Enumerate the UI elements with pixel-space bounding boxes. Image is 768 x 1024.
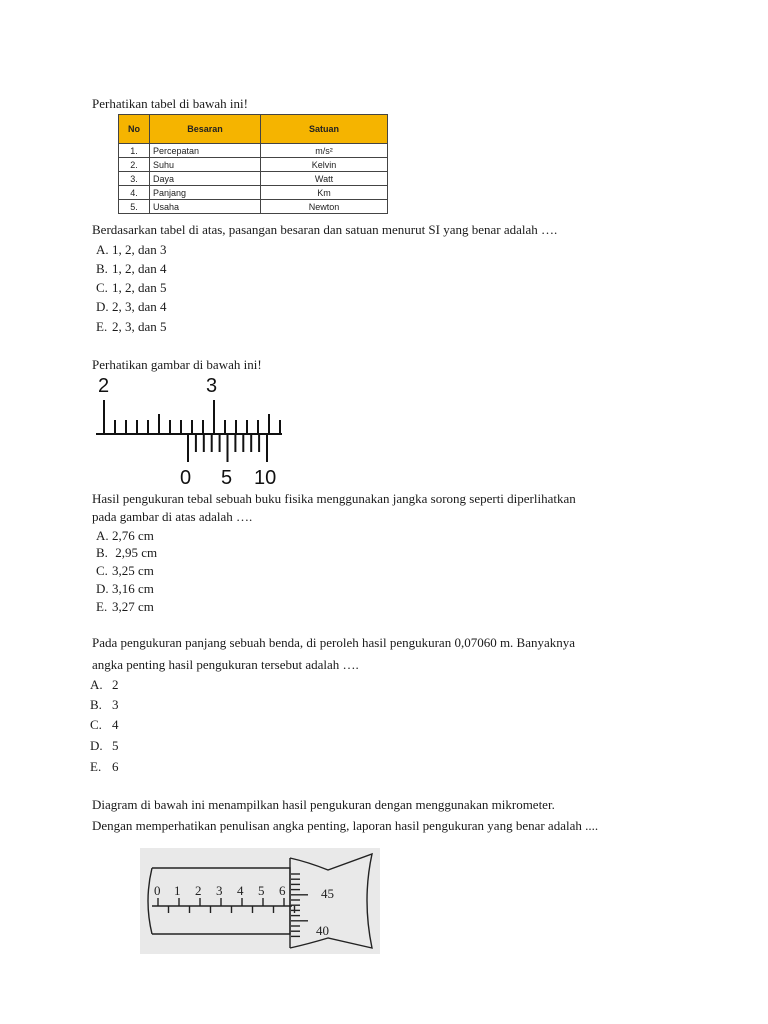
option-text: 2,95 cm [112,545,158,560]
option-text: 3,25 cm [112,563,154,578]
thimble-label: 40 [316,923,329,938]
option-text: 3,16 cm [112,581,154,596]
table-header-satuan: Satuan [261,115,388,144]
q1-option-e[interactable] [96,318,167,335]
q3-option-c[interactable] [90,716,119,733]
q3-option-d[interactable] [90,737,119,754]
q1-intro: Perhatikan tabel di bawah ini! [92,96,248,111]
option-text: 3,27 cm [112,599,154,614]
table-cell: 3. [119,172,150,186]
table-cell: 4. [119,186,150,200]
table-header-no: No [119,115,150,144]
q4-question-line2: Dengan memperhatikan penulisan angka penting, laporan hasil pengukuran yang benar adalah .... [92,818,599,833]
option-letter: D. [96,581,109,596]
quantity-unit-table [118,114,388,214]
q2-question-line2: pada gambar di atas adalah …. [92,509,253,524]
table-row [119,144,388,158]
q1-option-d[interactable] [96,298,167,315]
option-text: 3 [112,697,119,712]
table-cell: Suhu [150,158,261,172]
table-cell: Newton [261,200,388,214]
sleeve-label: 0 [154,883,161,898]
table-row [119,186,388,200]
q3-question-line1: Pada pengukuran panjang sebuah benda, di peroleh hasil pengukuran 0,07060 m. Banyaknya [92,635,576,650]
q1-option-c[interactable] [96,279,167,296]
vernier-label: 10 [254,467,277,489]
option-letter: A. [96,528,109,543]
option-text: 2, 3, dan 5 [112,319,167,334]
table-row [119,200,388,214]
table-cell: m/s² [261,144,388,158]
option-letter: A. [90,677,103,692]
option-letter: E. [96,599,108,614]
q1-question: Berdasarkan tabel di atas, pasangan besaran dan satuan menurut SI yang benar adalah …. [92,222,558,237]
option-text: 1, 2, dan 4 [112,261,167,276]
table-cell: Daya [150,172,261,186]
option-letter: D. [90,738,103,753]
table-row [119,172,388,186]
option-text: 5 [112,738,119,753]
sleeve-label: 2 [195,883,202,898]
q2-option-e[interactable] [96,598,154,615]
option-text: 1, 2, dan 5 [112,280,167,295]
option-letter: D. [96,299,109,314]
sleeve-label: 3 [216,883,223,898]
q2-option-b[interactable] [96,544,157,561]
table-cell: 5. [119,200,150,214]
option-letter: B. [90,697,102,712]
table-cell: Km [261,186,388,200]
sleeve-label: 6 [279,883,286,898]
sleeve-label: 5 [258,883,265,898]
option-letter: E. [90,759,102,774]
option-letter: A. [96,242,109,257]
q1-option-a[interactable] [96,241,167,258]
option-letter: B. [96,545,108,560]
q3-option-b[interactable] [90,696,119,713]
table-header-besaran: Besaran [150,115,261,144]
micrometer-figure [140,848,380,954]
vernier-label: 5 [221,467,233,489]
vernier-label: 0 [180,467,192,489]
vernier-caliper-figure [90,370,290,490]
q3-question-line2: angka penting hasil pengukuran tersebut adalah …. [92,657,359,672]
q4-question-line1: Diagram di bawah ini menampilkan hasil pengukuran dengan menggunakan mikrometer. [92,797,555,812]
table-cell: Kelvin [261,158,388,172]
q3-option-a[interactable] [90,676,119,693]
sleeve-label: 4 [237,883,244,898]
option-letter: B. [96,261,108,276]
option-text: 2 [112,677,119,692]
table-cell: 1. [119,144,150,158]
q1-option-b[interactable] [96,260,167,277]
q2-option-c[interactable] [96,562,154,579]
table-cell: Watt [261,172,388,186]
table-row [119,158,388,172]
option-letter: C. [96,280,108,295]
table-cell: Percepatan [150,144,261,158]
table-cell: 2. [119,158,150,172]
q2-option-d[interactable] [96,580,154,597]
main-scale-label: 2 [98,375,110,397]
option-letter: E. [96,319,108,334]
option-text: 2,76 cm [112,528,154,543]
q3-option-e[interactable] [90,758,119,775]
option-text: 6 [112,759,119,774]
option-letter: C. [90,717,102,732]
option-text: 2, 3, dan 4 [112,299,167,314]
q2-question-line1: Hasil pengukuran tebal sebuah buku fisika menggunakan jangka sorong seperti diperlihatkan [92,491,576,506]
sleeve-label: 1 [174,883,181,898]
option-text: 4 [112,717,119,732]
option-text: 1, 2, dan 3 [112,242,167,257]
thimble-label: 45 [321,886,334,901]
table-cell: Panjang [150,186,261,200]
option-letter: C. [96,563,108,578]
main-scale-label: 3 [206,375,218,397]
q2-option-a[interactable] [96,527,154,544]
table-cell: Usaha [150,200,261,214]
q2-intro: Perhatikan gambar di bawah ini! [92,357,262,372]
